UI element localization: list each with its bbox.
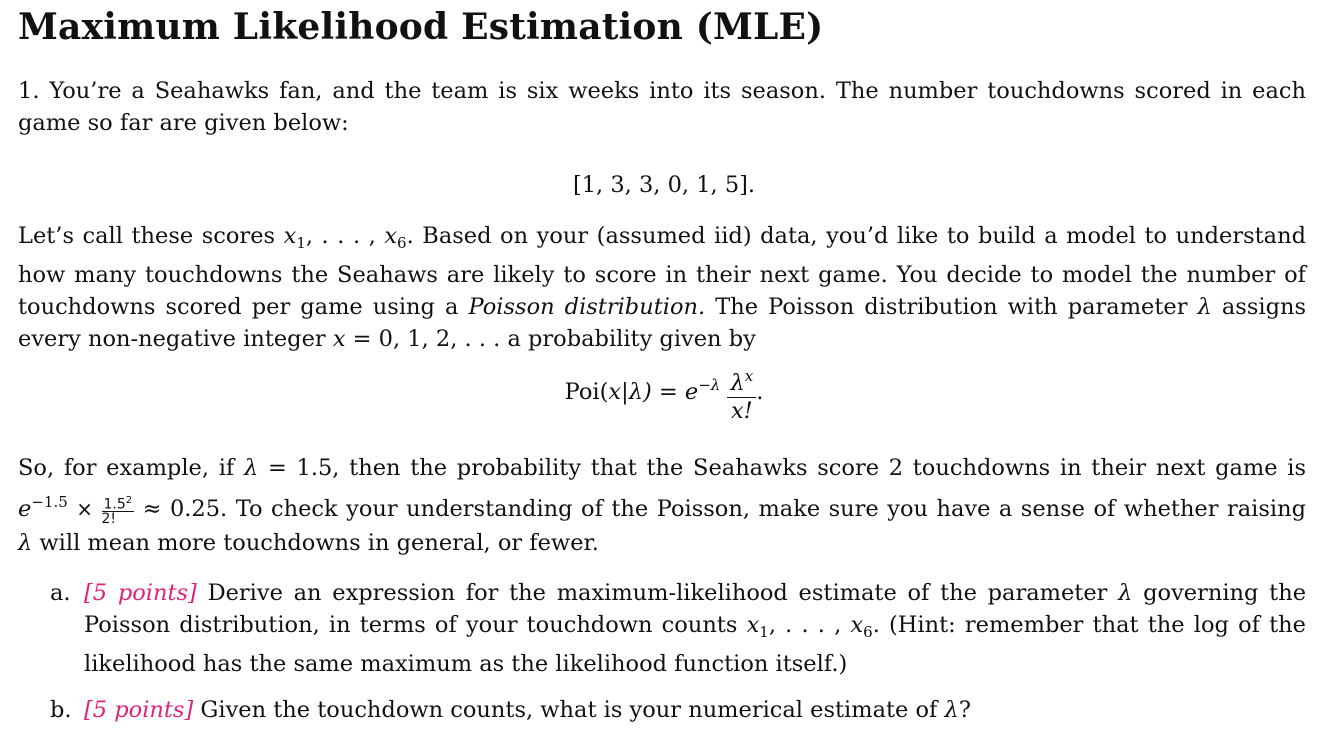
question-body <box>84 694 1306 726</box>
text: To check your understanding of the Poisson, make sure you have a sense of whether raising <box>227 496 1306 522</box>
example-line-2 <box>18 484 1306 527</box>
math-x: x <box>608 379 622 405</box>
question-b <box>50 694 1306 726</box>
formula-equals-e: ) = e <box>642 379 699 405</box>
example-paragraph <box>18 452 1306 559</box>
text: Let’s call these scores <box>18 223 284 249</box>
points-badge: [5 points] <box>84 697 194 723</box>
example-line-1 <box>18 452 1306 484</box>
question-label: a. <box>50 580 71 606</box>
text: ? <box>958 697 971 723</box>
question-a <box>50 577 1306 680</box>
problem-number: 1. <box>18 78 40 104</box>
math-exponent: −1.5 <box>31 493 68 511</box>
times-sign: × <box>76 497 94 521</box>
points-badge: [5 points] <box>84 580 197 606</box>
text: touchdowns scored per game using a <box>18 294 469 320</box>
text: a probability given by <box>500 326 756 352</box>
math-lambda: λ <box>628 379 643 405</box>
formula-poi: Poi( <box>564 379 609 405</box>
poisson-formula <box>0 362 1328 424</box>
math-sub: 1 <box>296 234 306 252</box>
math-lambda: λ <box>730 370 745 396</box>
formula-exponent: −λ <box>698 376 721 394</box>
text: 1.5 <box>103 496 126 513</box>
math-lambda: λ <box>18 530 33 556</box>
question-b-line-1 <box>84 694 1306 726</box>
math-x: x <box>384 223 398 249</box>
text: So, for example, if <box>18 455 244 481</box>
approx-value: ≈ 0.25. <box>134 496 228 522</box>
math-x: x <box>283 223 297 249</box>
math-lambda: λ <box>944 697 959 723</box>
math-dots: , . . . , <box>305 223 385 249</box>
formula-denominator: x! <box>730 398 753 424</box>
example-line-3 <box>18 527 1306 559</box>
text: assigns <box>1211 294 1307 320</box>
math-bar: | <box>621 379 629 405</box>
text: Derive an expression for the maximum-likelihood estimate of the parameter <box>207 580 1119 606</box>
text: . Based on your (assumed iid) data, you’d like to build a model to understand <box>406 223 1306 249</box>
fraction-numerator <box>102 494 135 513</box>
touchdown-data-list: [1, 3, 3, 0, 1, 5]. <box>572 172 756 198</box>
example-fraction <box>102 494 135 527</box>
fraction-denominator: 2! <box>101 511 117 528</box>
text: every non-negative integer <box>18 326 333 352</box>
math-x: x <box>850 612 864 638</box>
formula-fraction <box>727 362 756 424</box>
math-sub: 6 <box>397 234 407 252</box>
intro-text-1: You’re a Seahawks fan, and the team is six weeks into its season. The number touchdowns scored in each <box>49 78 1306 104</box>
question-body <box>84 577 1306 680</box>
formula-period: . <box>756 379 764 405</box>
model-paragraph <box>18 220 1306 355</box>
sup: 2 <box>125 494 133 506</box>
question-a-line-1 <box>84 577 1306 609</box>
math-integers: = 0, 1, 2, . . . <box>345 326 501 352</box>
text: will mean more touchdowns in general, or fewer. <box>32 530 599 556</box>
formula-numerator <box>727 362 756 398</box>
math-dots: , . . . , <box>768 612 851 638</box>
text: = 1.5, then the probability that the Seahawks score 2 touchdowns in their next game is <box>258 455 1307 481</box>
math-lambda: λ <box>1118 580 1133 606</box>
question-a-line-3: likelihood has the same maximum as the likelihood function itself.) <box>84 651 848 677</box>
text: Given the touchdown counts, what is your numerical estimate of <box>200 697 945 723</box>
emphasis-poisson: Poisson distribution. <box>468 294 706 320</box>
model-line-4 <box>18 323 1306 355</box>
intro-line-2: game so far are given below: <box>18 110 349 136</box>
model-line-3 <box>18 291 1306 323</box>
page-title: Maximum Likelihood Estimation (MLE) <box>18 6 824 48</box>
intro-line-1 <box>18 75 1306 107</box>
math-e: e <box>18 496 32 522</box>
math-sub: 6 <box>863 623 873 641</box>
question-label: b. <box>50 697 72 723</box>
math-sub: 1 <box>759 623 769 641</box>
problem-intro <box>18 75 1306 139</box>
question-a-line-2 <box>84 609 1306 648</box>
text: Poisson distribution, in terms of your touchdown counts <box>84 612 747 638</box>
text: . (Hint: remember that the log of the <box>872 612 1306 638</box>
math-sup: x <box>744 367 754 385</box>
text: The Poisson distribution with parameter <box>705 294 1198 320</box>
math-x: x <box>746 612 760 638</box>
math-x: x <box>332 326 346 352</box>
model-line-1 <box>18 220 1306 259</box>
math-lambda: λ <box>1197 294 1212 320</box>
math-lambda: λ <box>243 455 259 481</box>
text: governing the <box>1132 580 1307 606</box>
model-line-2: how many touchdowns the Seahaws are likely to score in their next game. You decide to model the number of <box>18 262 1306 288</box>
